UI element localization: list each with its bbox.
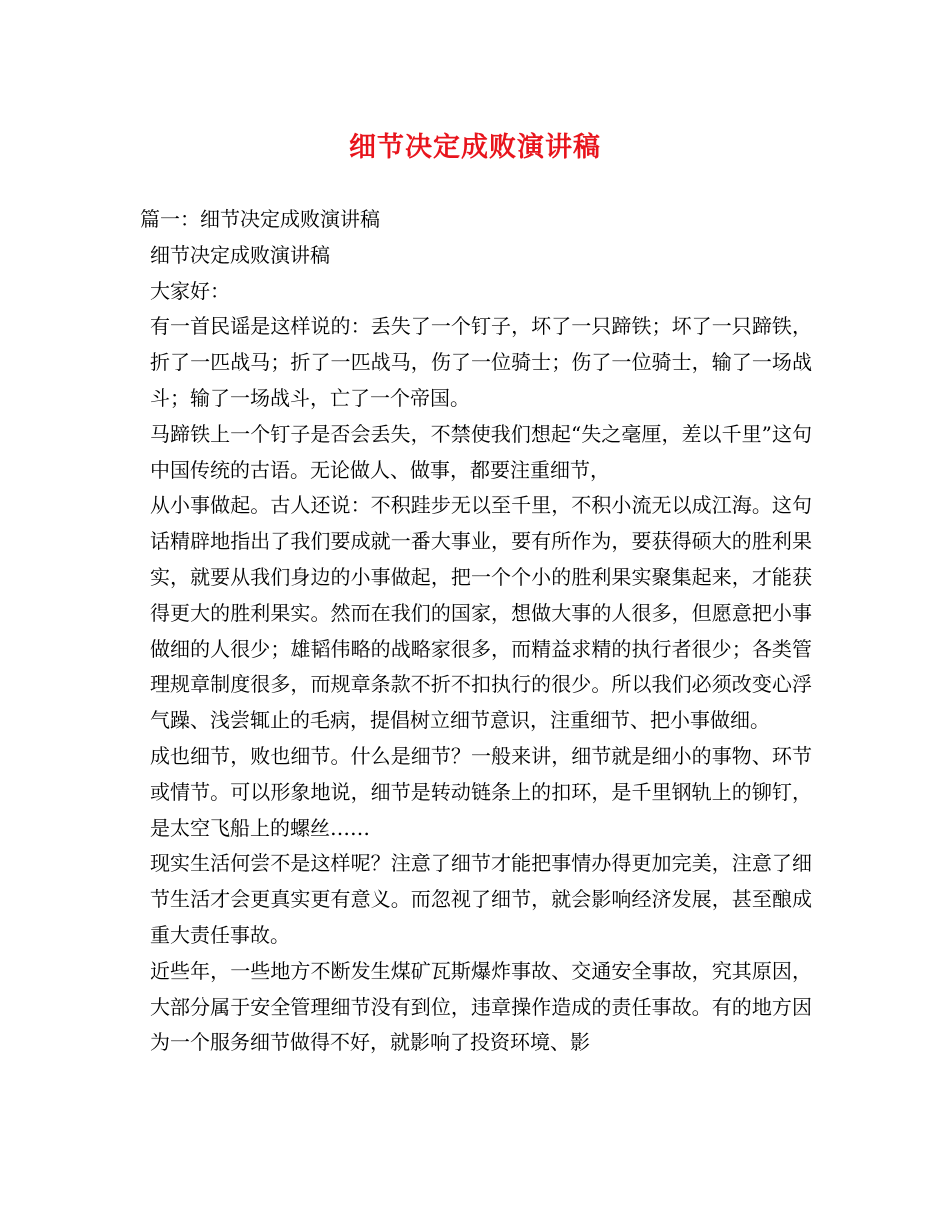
paragraph-small-things: 从小事做起。古人还说：不积跬步无以至千里，不积小流无以成江海。这句话精辟地指出了我们要成就一番大事业，要有所作为，要获得硕大的胜利果实，就要从我们身边的小事做起，把一个个小的胜利果实聚集起来，才能获得更大的胜利果实。然而在我们的国家，想做大事的人很多，但愿意把小事做细的人很少；雄韬伟略的战略家很多，而精益求精的执行者很少；各类管理规章制度很多，而规章条款不折不扣执行的很少。所以我们必须改变心浮气躁、浅尝辄止的毛病，提倡树立细节意识，注重细节、把小事做细。 (150, 493, 812, 733)
paragraph-real-life: 现实生活何尝不是这样呢？注意了细节才能把事情办得更加完美，注意了细节生活才会更真实更有意义。而忽视了细节，就会影响经济发展，甚至酿成重大责任事故。 (150, 851, 812, 947)
document-title: 细节决定成败演讲稿 (349, 132, 601, 163)
document-body (140, 202, 812, 1061)
speech-title: 细节决定成败演讲稿 (150, 242, 330, 267)
paragraph-horseshoe: 马蹄铁上一个钉子是否会丢失，不禁使我们想起“失之毫厘，差以千里”这句中国传统的古语。无论做人、做事，都要注重细节， (150, 421, 812, 482)
paragraph-folk-rhyme: 有一首民谣是这样说的：丢失了一个钉子，坏了一只蹄铁；坏了一只蹄铁，折了一匹战马；折了一匹战马，伤了一位骑士；伤了一位骑士，输了一场战斗；输了一场战斗，亡了一个帝国。 (150, 314, 812, 410)
paragraph-success-failure: 成也细节，败也细节。什么是细节？一般来讲，细节就是细小的事物、环节或情节。可以形象地说，细节是转动链条上的扣环，是千里钢轨上的铆钉，是太空飞船上的螺丝…… (150, 743, 812, 840)
greeting: 大家好： (150, 278, 230, 303)
section-heading: 篇一：细节决定成败演讲稿 (140, 207, 380, 231)
paragraph-accidents: 近些年，一些地方不断发生煤矿瓦斯爆炸事故、交通安全事故，究其原因，大部分属于安全管理细节没有到位，违章操作造成的责任事故。有的地方因为一个服务细节做得不好，就影响了投资环境、影 (150, 958, 812, 1055)
